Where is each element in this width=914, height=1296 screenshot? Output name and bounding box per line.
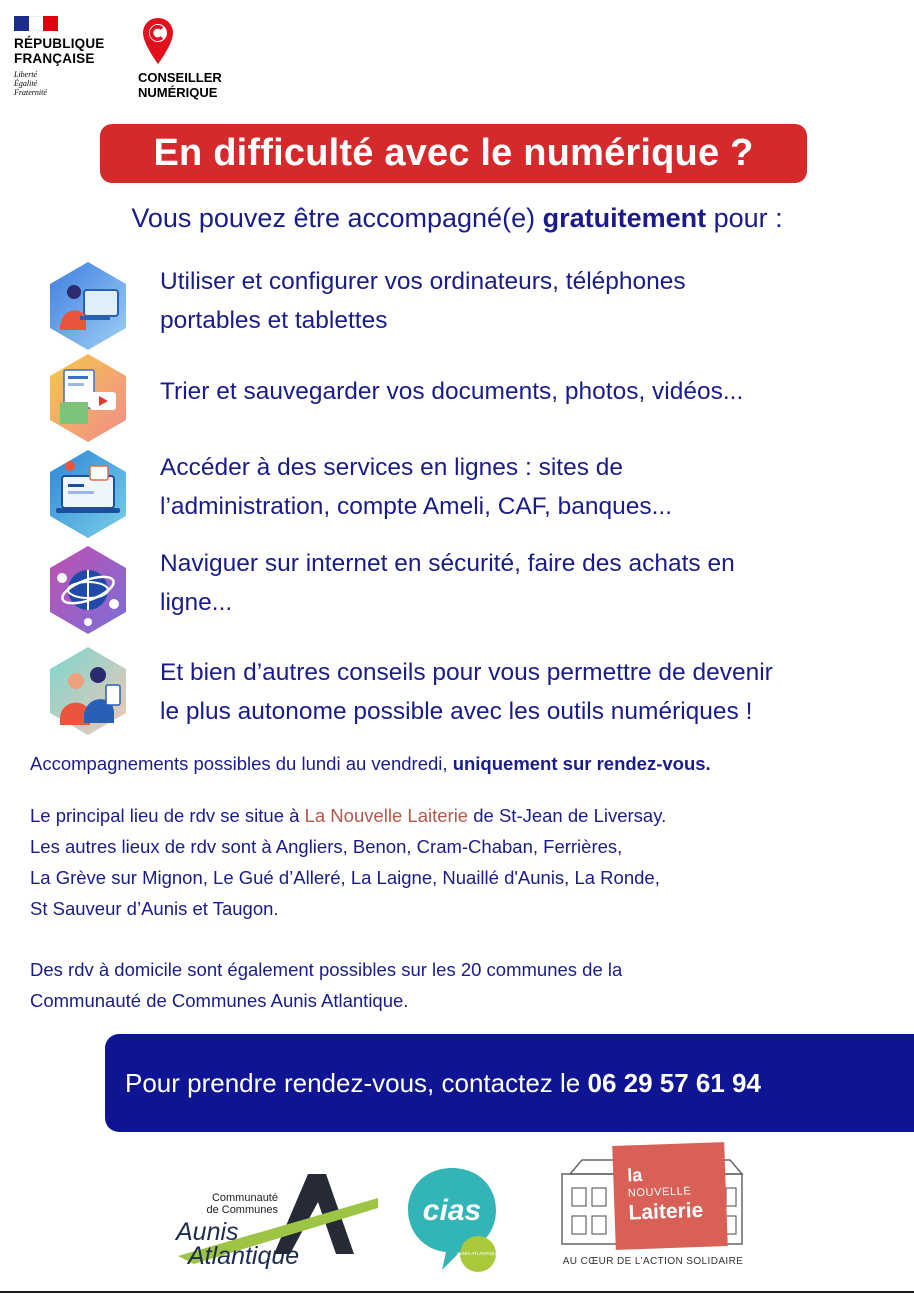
service-3-line2: l’administration, compte Ameli, CAF, banques... — [160, 493, 673, 520]
contact-label: Pour prendre rendez-vous, contactez le — [125, 1067, 588, 1098]
home-visits-line1: Des rdv à domicile sont également possibles sur les 20 communes de la — [30, 959, 623, 980]
main-location-highlight: La Nouvelle Laiterie — [304, 805, 469, 826]
bottom-divider — [0, 1291, 914, 1293]
laiterie-name: Laiterie — [628, 1198, 704, 1225]
service-2-line1: Trier et sauvegarder vos documents, photos, vidéos... — [160, 378, 744, 405]
schedule-bold: uniquement sur rendez-vous. — [452, 753, 711, 774]
motto-fraternite: Fraternité — [14, 88, 47, 97]
service-4-line2: ligne... — [160, 589, 233, 616]
cias-subtitle: AUNIS ATLANTIQUE — [456, 1251, 500, 1256]
cias-bubble-icon — [402, 1162, 502, 1280]
cc-line2: de Communes — [206, 1204, 278, 1216]
laiterie-label-box — [612, 1142, 728, 1250]
republique-line1: RÉPUBLIQUE — [14, 36, 105, 51]
nouvelle-laiterie-logo — [548, 1144, 758, 1278]
conseiller-numerique-logo — [138, 16, 258, 108]
locations-line1-after: de St-Jean de Liversay. — [468, 805, 667, 826]
cc-atlantique: Atlantique — [188, 1242, 300, 1270]
cc-line1: Communauté — [211, 1192, 278, 1204]
location-pin-icon — [141, 16, 175, 66]
locations-line4: St Sauveur d’Aunis et Taugon. — [30, 898, 279, 919]
contact-text — [125, 1068, 761, 1099]
conseiller-line2: NUMÉRIQUE — [138, 85, 218, 100]
conseiller-line1: CONSEILLER — [138, 70, 222, 85]
advisor-help-icon — [48, 645, 128, 735]
service-5-line2: le plus autonome possible avec les outils numériques ! — [160, 698, 753, 725]
french-flag-icon — [14, 16, 58, 31]
motto-egalite: Égalité — [14, 79, 38, 88]
documents-media-icon — [48, 352, 128, 442]
aunis-atlantique-logo — [158, 1168, 378, 1278]
home-visits-paragraph — [30, 954, 900, 1016]
republique-line2: FRANÇAISE — [14, 51, 95, 66]
locations-paragraph — [30, 800, 900, 924]
online-services-icon — [48, 448, 128, 538]
intro-bold: gratuitement — [542, 203, 707, 233]
laiterie-la: la — [626, 1164, 643, 1186]
title-banner — [100, 124, 807, 183]
laiterie-nouvelle: NOUVELLE — [627, 1185, 692, 1200]
cias-text: cias — [422, 1194, 482, 1227]
laiterie-tagline: AU CŒUR DE L’ACTION SOLIDAIRE — [562, 1256, 744, 1267]
intro-after: pour : — [706, 203, 783, 233]
computer-user-icon — [48, 260, 128, 350]
service-4-line1: Naviguer sur internet en sécurité, faire des achats en — [160, 550, 735, 577]
locations-line2: Les autres lieux de rdv sont à Angliers, Benon, Cram-Chaban, Ferrières, — [30, 836, 623, 857]
contact-banner — [105, 1034, 914, 1132]
schedule-paragraph — [30, 748, 900, 779]
contact-phone[interactable]: 06 29 57 61 94 — [587, 1067, 761, 1098]
schedule-text: Accompagnements possibles du lundi au vendredi, — [30, 753, 453, 774]
intro-before: Vous pouvez être accompagné(e) — [131, 203, 543, 233]
intro-text — [0, 203, 914, 234]
locations-line3: La Grève sur Mignon, Le Gué d’Alleré, La Laigne, Nuaillé d'Aunis, La Ronde, — [30, 867, 660, 888]
internet-globe-icon — [48, 544, 128, 634]
locations-line1-before: Le principal lieu de rdv se situe à — [30, 805, 305, 826]
service-1-line2: portables et tablettes — [160, 307, 388, 334]
republique-francaise-logo — [14, 16, 124, 116]
page-title: En difficulté avec le numérique ? — [153, 132, 754, 174]
motto-liberte: Liberté — [14, 70, 38, 79]
cc-aunis: Aunis — [176, 1218, 239, 1246]
service-3-line1: Accéder à des services en lignes : sites de — [160, 454, 624, 481]
home-visits-line2: Communauté de Communes Aunis Atlantique. — [30, 990, 409, 1011]
service-5-line1: Et bien d’autres conseils pour vous permettre de devenir — [160, 659, 773, 686]
service-1-line1: Utiliser et configurer vos ordinateurs, téléphones — [160, 268, 686, 295]
cias-logo — [402, 1162, 502, 1280]
